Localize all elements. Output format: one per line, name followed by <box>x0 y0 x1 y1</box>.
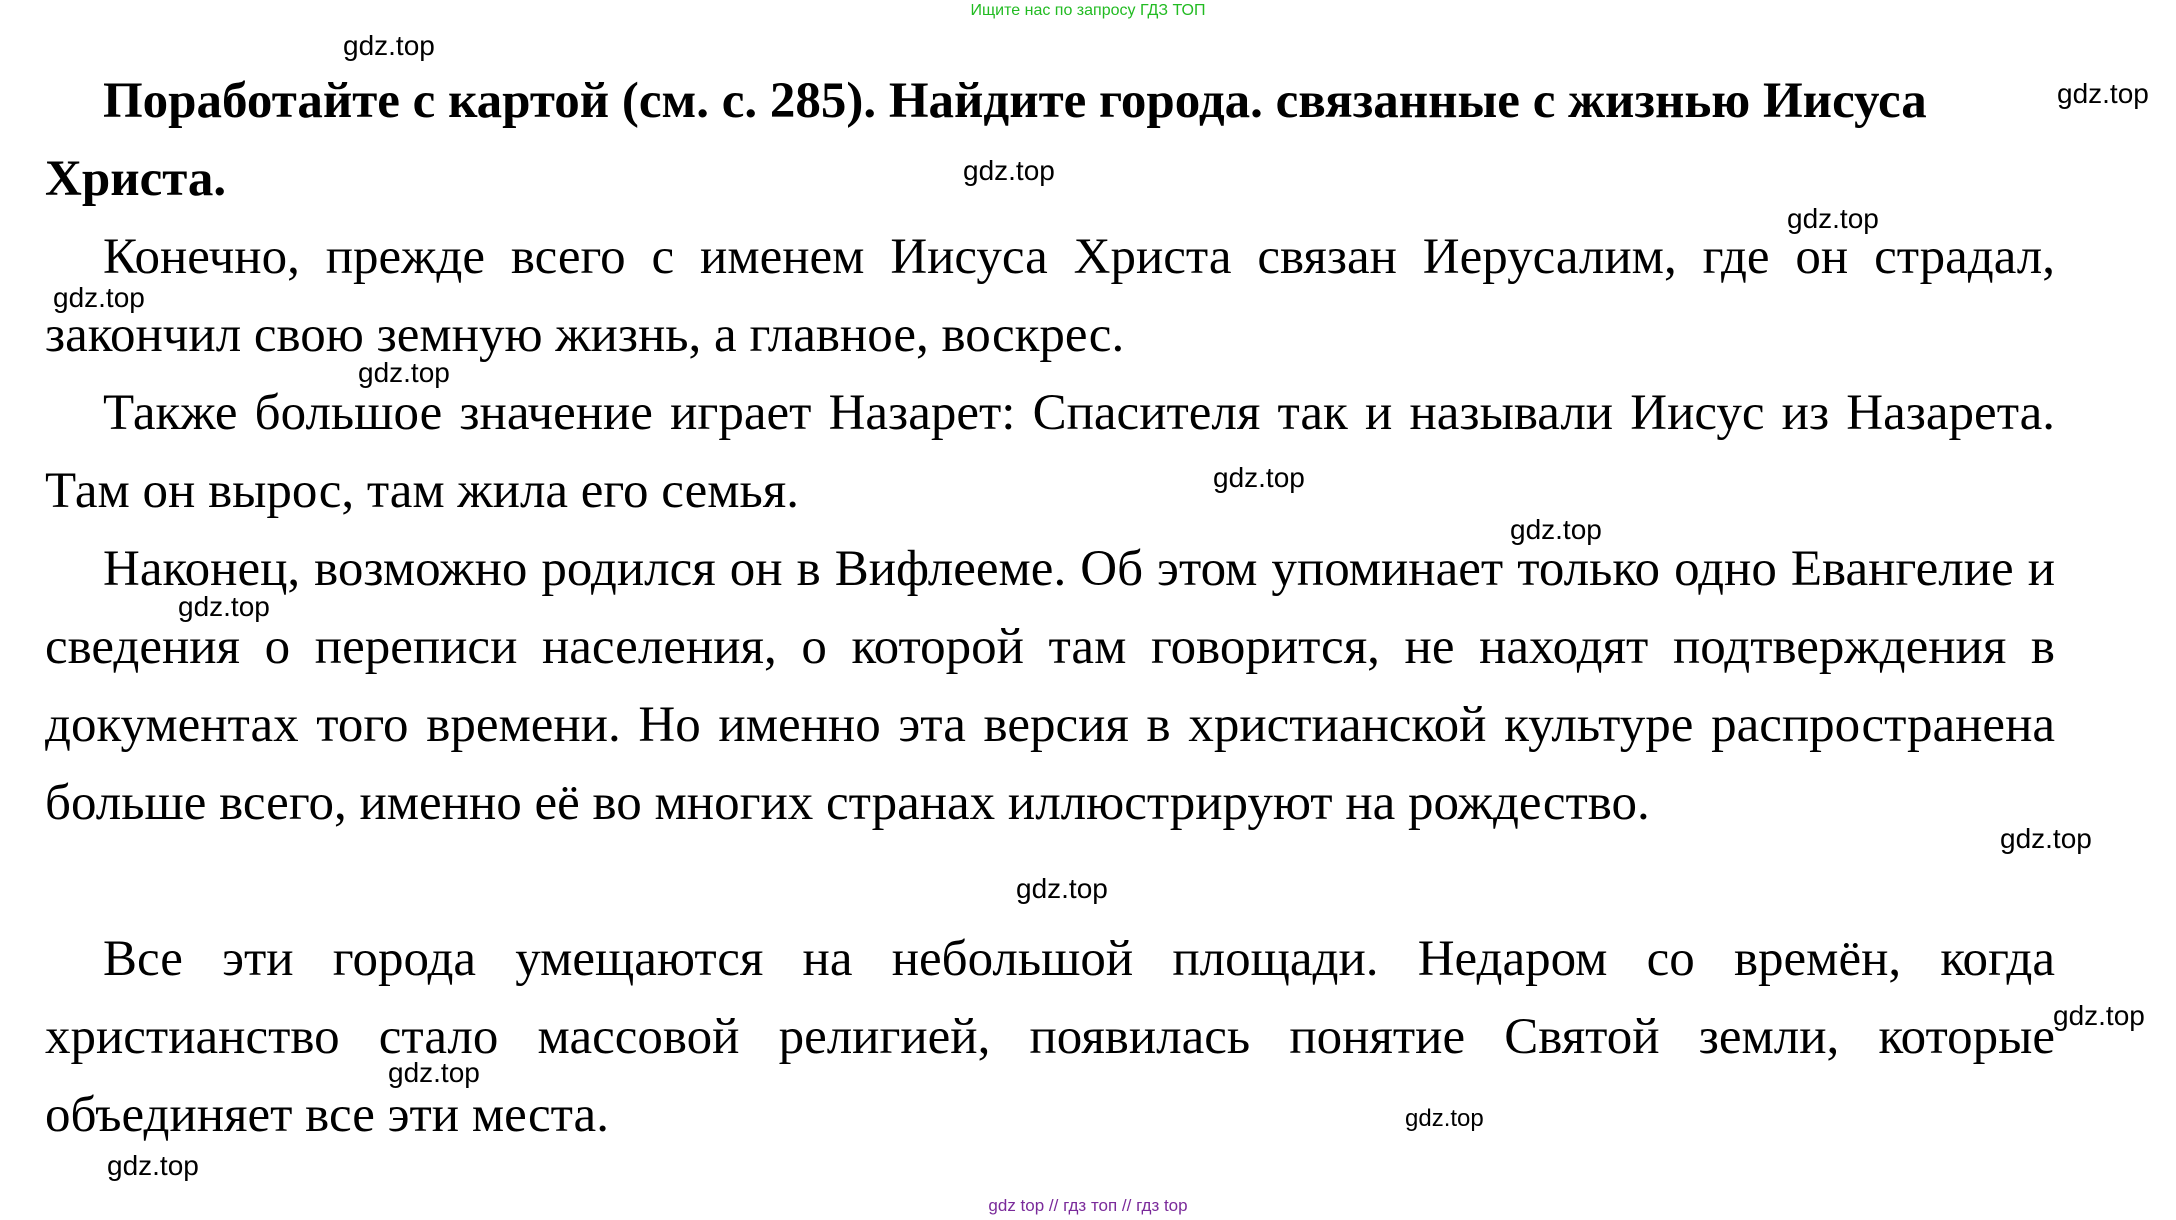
watermark: gdz.top <box>2000 823 2092 854</box>
watermark: gdz.top <box>2057 78 2149 109</box>
watermark: gdz.top <box>2053 1000 2145 1031</box>
watermark: gdz.top <box>1405 1105 1484 1132</box>
watermark: gdz.top <box>963 155 1055 186</box>
answer-paragraph-1: Конечно, прежде всего с именем Иисуса Христа связан Иерусалим, где он страдал, закончил свою земную жизнь, а главное, воскрес. <box>45 229 2055 363</box>
watermark: gdz.top <box>1787 203 1879 234</box>
watermark: gdz.top <box>1016 873 1108 904</box>
answer-paragraph-4: Все эти города умещаются на небольшой площади. Недаром со времён, когда христианство стало массовой религией, появилась понятие Святой земли, которые объединяет все эти места. <box>45 931 2055 1143</box>
watermark: gdz.top <box>388 1057 480 1088</box>
watermark: gdz.top <box>107 1150 199 1181</box>
answer-paragraph-2: Также большое значение играет Назарет: Спасителя так и называли Иисус из Назарета. Там он вырос, там жила его семья. <box>45 385 2055 519</box>
watermark: gdz.top <box>53 282 145 313</box>
watermark: gdz.top <box>178 591 270 622</box>
watermark: gdz.top <box>1510 514 1602 545</box>
footer-links[interactable]: gdz top // гдз топ // гдз top <box>988 1196 1188 1215</box>
question-heading: Поработайте с картой (см. с. 285). Найдите города. связанные с жизнью Иисуса Христа. <box>45 73 1927 207</box>
watermark: gdz.top <box>358 357 450 388</box>
answer-paragraph-3: Наконец, возможно родился он в Вифлееме. Об этом упоминает только одно Евангелие и сведения о переписи населения, о которой там говорится, не находят подтверждения в документах того времени. Но именно эта версия в христианской культуре распространена больше всего, именно её во многих странах иллюстрируют на рождество. <box>45 541 2055 831</box>
watermark: gdz.top <box>1213 462 1305 493</box>
watermark: gdz.top <box>343 30 435 61</box>
top-search-hint-link[interactable]: Ищите нас по запросу ГДЗ ТОП <box>970 2 1206 19</box>
